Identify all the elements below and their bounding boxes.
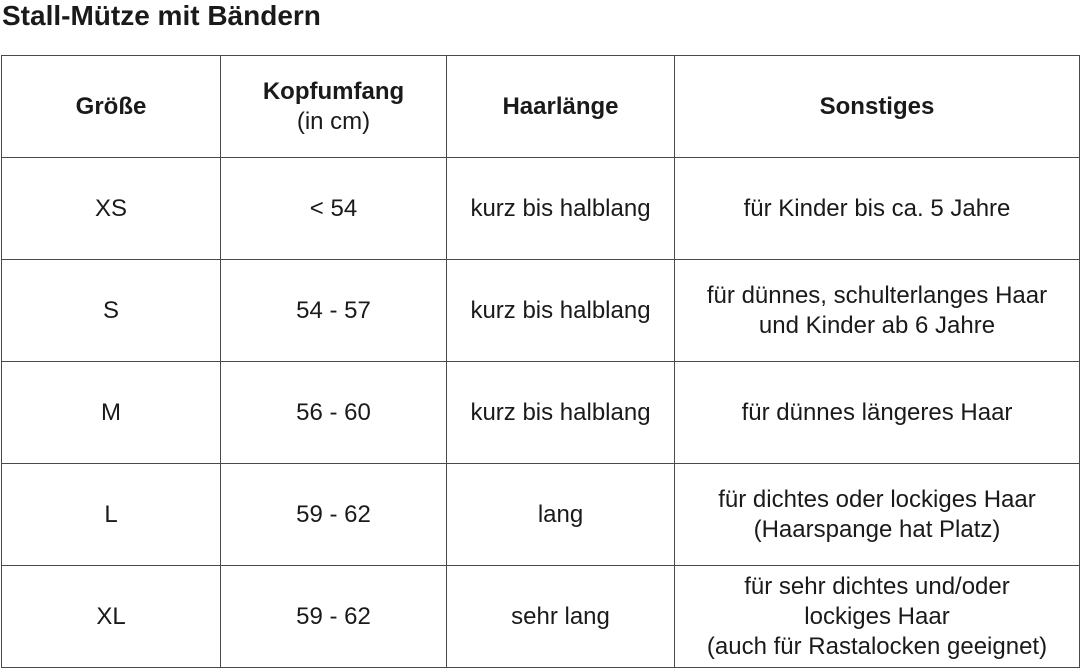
cell-other <box>675 158 1080 260</box>
header-circumference <box>221 56 447 158</box>
header-other: Sonstiges <box>675 56 1080 158</box>
table-row <box>2 464 1080 566</box>
cell-other-line: und Kinder ab 6 Jahre <box>758 311 996 339</box>
cell-other-line: für Kinder bis ca. 5 Jahre <box>743 194 1011 222</box>
cell-circumference: 54 - 57 <box>221 260 447 362</box>
cell-hair-length: kurz bis halblang <box>447 158 675 260</box>
cell-other-line: lockiges Haar <box>804 602 950 630</box>
cell-other-line: für sehr dichtes und/oder <box>744 572 1010 600</box>
cell-size: M <box>2 362 221 464</box>
header-size: Größe <box>2 56 221 158</box>
cell-circumference: 59 - 62 <box>221 464 447 566</box>
table-header-row <box>2 56 1080 158</box>
table-row <box>2 158 1080 260</box>
table-row <box>2 362 1080 464</box>
cell-other-line: für dünnes längeres Haar <box>741 398 1013 426</box>
cell-size: XL <box>2 566 221 668</box>
header-circumference-unit: (in cm) <box>296 107 371 135</box>
page-title: Stall-Mütze mit Bändern <box>2 0 321 31</box>
cell-other-line: für dichtes oder lockiges Haar <box>718 485 1036 513</box>
cell-other <box>675 362 1080 464</box>
cell-hair-length: kurz bis halblang <box>447 260 675 362</box>
header-circumference-label: Kopfumfang <box>262 77 405 105</box>
cell-other <box>675 464 1080 566</box>
cell-size: XS <box>2 158 221 260</box>
cell-other-line: für dünnes, schulterlanges Haar <box>706 281 1048 309</box>
cell-size: L <box>2 464 221 566</box>
cell-size: S <box>2 260 221 362</box>
header-hair-length: Haarlänge <box>447 56 675 158</box>
cell-hair-length: sehr lang <box>447 566 675 668</box>
cell-hair-length: lang <box>447 464 675 566</box>
cell-circumference: < 54 <box>221 158 447 260</box>
cell-hair-length: kurz bis halblang <box>447 362 675 464</box>
cell-circumference: 56 - 60 <box>221 362 447 464</box>
cell-other <box>675 260 1080 362</box>
cell-other <box>675 566 1080 668</box>
table-row <box>2 566 1080 668</box>
cell-other-line: (Haarspange hat Platz) <box>753 515 1001 543</box>
cell-other-line: (auch für Rastalocken geeignet) <box>706 632 1048 660</box>
cell-circumference: 59 - 62 <box>221 566 447 668</box>
table-row <box>2 260 1080 362</box>
size-table <box>1 55 1080 668</box>
